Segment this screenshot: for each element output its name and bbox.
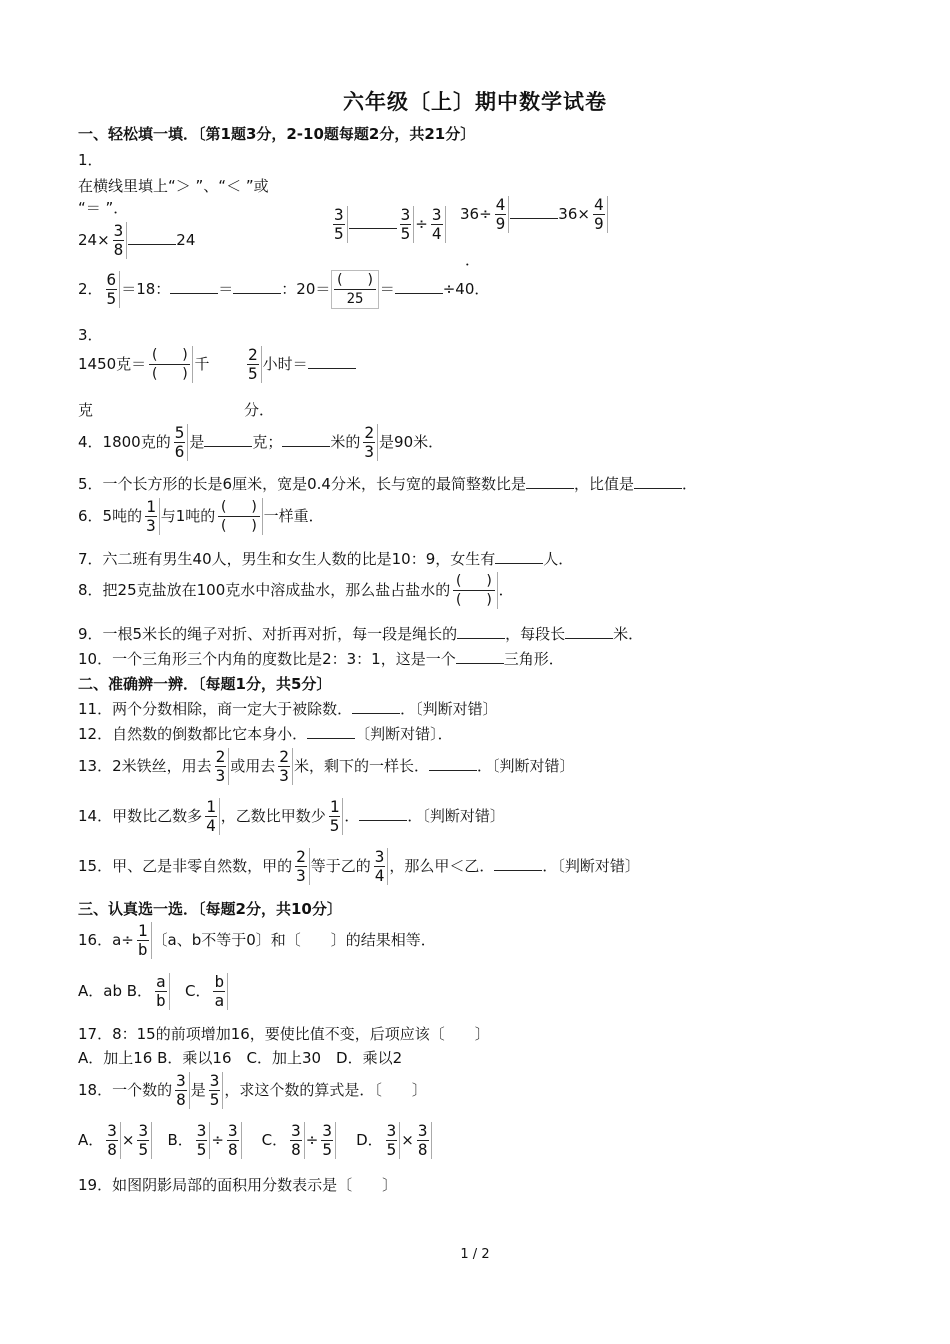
answer-blank[interactable]: [457, 624, 505, 639]
q1a-pre: 24×: [78, 231, 110, 249]
fraction: $\frac{3}{8}$: [415, 1122, 432, 1159]
q4: 4．1800克的 $\frac{5}{6}$ 是 克； 米的 $\frac{2}{3}$ 是90米．: [78, 423, 444, 461]
fraction: $\frac{a}{b}$: [153, 973, 170, 1010]
answer-blank[interactable]: [359, 806, 407, 821]
answer-blank[interactable]: [634, 474, 682, 489]
option-c[interactable]: C．: [185, 982, 211, 1000]
option-a-b[interactable]: A．ab B．: [78, 982, 153, 1000]
q3-number: 3．: [78, 326, 103, 344]
q3-unit-a: 克: [78, 401, 94, 419]
answer-blank[interactable]: [352, 699, 400, 714]
section-1-heading: 一、轻松填一填．〔第1题3分，2-10题每题2分，共21分〕: [78, 125, 476, 143]
answer-blank[interactable]: [308, 354, 356, 369]
fraction: $\frac{3}{5}$: [331, 206, 348, 243]
option-c[interactable]: C．: [261, 1131, 288, 1149]
q5: 5．一个长方形的长是6厘米，宽是0.4分米，长与宽的最简整数比是 ，比值是 ．: [78, 475, 697, 493]
fraction: $\frac{3}{5}$: [319, 1122, 336, 1159]
page-number: 1 / 2: [460, 1247, 490, 1262]
q16-options: [78, 973, 229, 1010]
q1-number: 1．: [78, 151, 103, 169]
fraction-blank[interactable]: $\frac{( )}{( )}$: [147, 346, 193, 383]
fraction: $\frac{3}{5}$: [207, 1072, 224, 1109]
answer-blank[interactable]: [395, 279, 443, 294]
q1a-post: 24: [176, 231, 196, 249]
fraction: $\frac{3}{4}$: [429, 206, 446, 243]
q7: 7．六二班有男生40人，男生和女生人数的比是10：9，女生有 人．: [78, 550, 574, 568]
section-3-heading: 三、认真选一选．〔每题2分，共10分〕: [78, 900, 342, 918]
fraction: $\frac{2}{3}$: [213, 748, 230, 785]
fraction: $\frac{3}{8}$: [173, 1072, 190, 1109]
q1-intro: 在横线里填上“＞ ”、“＜ ”或: [78, 177, 269, 195]
q15: 15．甲、乙是非零自然数，甲的 $\frac{2}{3}$ 等于乙的 $\frac{3}{4}$ ，那么甲＜乙． ．〔判断对错〕: [78, 847, 640, 885]
option-a[interactable]: A．: [78, 1131, 104, 1149]
answer-blank[interactable]: [494, 856, 542, 871]
fraction: $\frac{4}{9}$: [493, 196, 510, 233]
q3-item-a: 1450克＝ $\frac{( )}{( )}$ 千: [78, 347, 210, 382]
q3-item-b: $\frac{2}{5}$ 小时＝: [244, 346, 356, 383]
q18-options: A． $\frac{3}{8}$ × $\frac{3}{5}$ B． $\frac{3}{5}$ ÷ $\frac{3}{8}$ C． $\frac{3}{8}$ ÷ $\frac{3}{5}$ D． $\frac{3}{5}$ × $\frac{3}{8}$: [78, 1122, 433, 1159]
answer-blank[interactable]: [233, 279, 281, 294]
q1-dot: ．: [465, 251, 481, 269]
q8: 8．把25克盐放在100克水中溶成盐水，那么盐占盐水的 $\frac{( )}{( )}$ ．: [78, 573, 514, 608]
answer-blank[interactable]: [349, 214, 397, 229]
q1-intro2: “＝ ”．: [78, 199, 129, 217]
q16: 16．a÷ $\frac{1}{b}$ 〔a、b不等于0〕和〔 〕的结果相等．: [78, 921, 436, 959]
fraction: $\frac{3}{4}$: [372, 848, 389, 885]
q2: 2． $\frac{6}{5}$ ＝18： ＝ ：20＝ $\frac{( )}{25}$ ＝ ÷40．: [78, 270, 490, 308]
q1-item-a: [78, 222, 195, 259]
answer-blank[interactable]: [495, 549, 543, 564]
fraction: $\frac{5}{6}$: [172, 424, 189, 461]
fraction: $\frac{3}{5}$: [398, 206, 415, 243]
fraction: $\frac{3}{8}$: [111, 222, 128, 259]
fraction: $\frac{1}{3}$: [143, 498, 160, 535]
fraction: $\frac{1}{5}$: [327, 798, 344, 835]
answer-blank[interactable]: [170, 279, 218, 294]
fraction: $\frac{1}{b}$: [135, 922, 152, 959]
q1-item-c: 36÷ $\frac{4}{9}$ 36× $\frac{4}{9}$: [460, 196, 609, 233]
q17-options[interactable]: A．加上16 B．乘以16 C．加上30 D．乘以2: [78, 1049, 403, 1067]
fraction-blank[interactable]: $\frac{( )}{( )}$: [451, 572, 497, 609]
answer-blank[interactable]: [526, 474, 574, 489]
fraction: $\frac{3}{5}$: [384, 1122, 401, 1159]
fraction: $\frac{2}{3}$: [293, 848, 310, 885]
answer-blank[interactable]: [510, 204, 558, 219]
fraction: $\frac{4}{9}$: [591, 196, 608, 233]
fraction: $\frac{3}{8}$: [288, 1122, 305, 1159]
q6: 6．5吨的 $\frac{1}{3}$ 与1吨的 $\frac{( )}{( )}$ 一样重．: [78, 497, 324, 535]
q1-item-b: $\frac{3}{5}$ $\frac{3}{5}$ ÷ $\frac{3}{4}$: [330, 206, 447, 243]
q9: 9．一根5米长的绳子对折、对折再对折，每一段是绳长的 ，每段长 米．: [78, 625, 644, 643]
q13: 13．2米铁丝，用去 $\frac{2}{3}$ 或用去 $\frac{2}{3}$ 米，剩下的一样长． ．〔判断对错〕: [78, 747, 575, 785]
section-2-heading: 二、准确辨一辨．〔每题1分，共5分〕: [78, 675, 332, 693]
fraction: $\frac{2}{3}$: [361, 424, 378, 461]
option-d[interactable]: D．: [356, 1131, 383, 1149]
q18: 18．一个数的 $\frac{3}{8}$ 是 $\frac{3}{5}$ ，求这个数的算式是．〔 〕: [78, 1071, 427, 1109]
answer-blank[interactable]: [456, 649, 504, 664]
q3-unit-b: 分．: [244, 401, 275, 419]
fraction: $\frac{b}{a}$: [211, 973, 228, 1010]
fraction: $\frac{2}{3}$: [276, 748, 293, 785]
fraction: $\frac{2}{5}$: [245, 346, 262, 383]
q10: 10．一个三角形三个内角的度数比是2：3：1，这是一个 三角形．: [78, 650, 564, 668]
fraction: $\frac{3}{8}$: [225, 1122, 242, 1159]
q14: 14．甲数比乙数多 $\frac{1}{4}$ ，乙数比甲数少 $\frac{1}{5}$ ． ．〔判断对错〕: [78, 797, 505, 835]
page-title: 六年级〔上〕期中数学试卷: [343, 90, 607, 114]
q11: 11．两个分数相除，商一定大于被除数． ．〔判断对错〕: [78, 700, 498, 718]
option-b[interactable]: B．: [167, 1131, 193, 1149]
answer-blank[interactable]: [282, 432, 330, 447]
answer-blank[interactable]: [128, 230, 176, 245]
fraction: $\frac{3}{8}$: [104, 1122, 121, 1159]
answer-blank[interactable]: [204, 432, 252, 447]
answer-blank[interactable]: [565, 624, 613, 639]
answer-blank[interactable]: [307, 724, 355, 739]
q12: 12．自然数的倒数都比它本身小． 〔判断对错〕．: [78, 725, 453, 743]
q17: 17．8：15的前项增加16，要使比值不变，后项应该〔 〕: [78, 1025, 490, 1043]
q19: 19．如图阴影局部的面积用分数表示是〔 〕: [78, 1176, 398, 1194]
fraction: $\frac{6}{5}$: [104, 271, 121, 308]
fraction: $\frac{3}{5}$: [135, 1122, 152, 1159]
fraction-blank[interactable]: $\frac{( )}{25}$: [331, 270, 378, 309]
fraction-blank[interactable]: $\frac{( )}{( )}$: [216, 498, 262, 535]
answer-blank[interactable]: [429, 756, 477, 771]
fraction: $\frac{3}{5}$: [194, 1122, 211, 1159]
fraction: $\frac{1}{4}$: [203, 798, 220, 835]
